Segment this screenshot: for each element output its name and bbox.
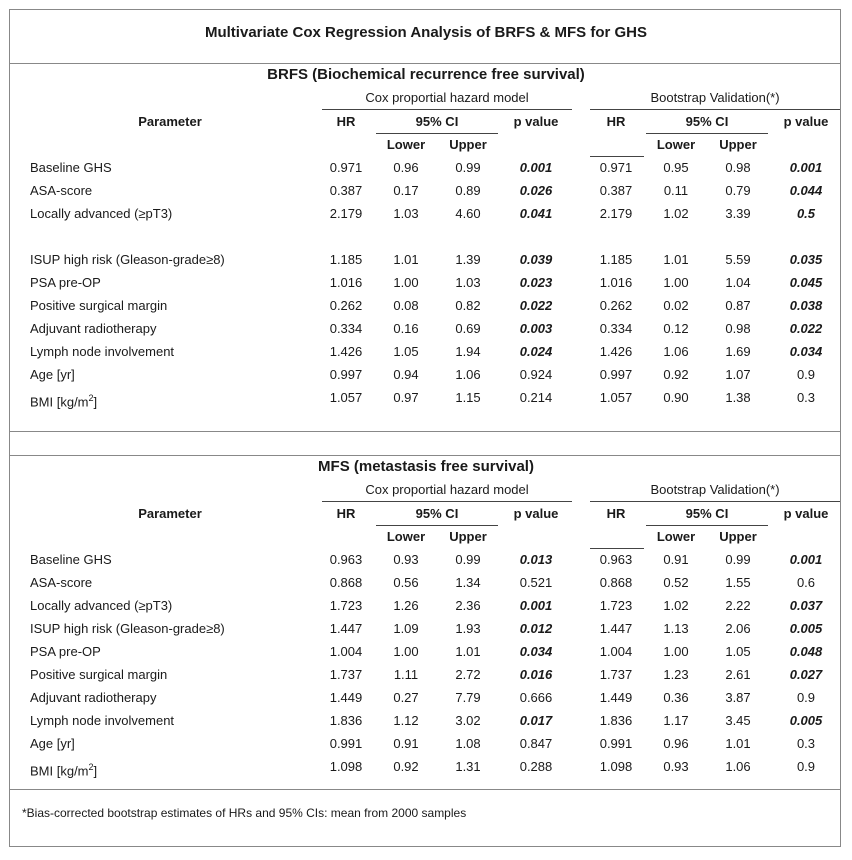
brfs-row-blower: 1.02: [663, 206, 689, 221]
brfs-row-bhr: 0.262: [599, 298, 633, 313]
mfs-row-upper: 2.36: [455, 598, 481, 613]
brfs-row-upper: 0.82: [455, 298, 481, 313]
mfs-bci-header: 95% CI: [685, 506, 729, 521]
mfs-bhr-header: HR: [606, 506, 626, 521]
brfs-row-lower: 0.16: [393, 321, 419, 336]
brfs-row-bhr: 0.334: [599, 321, 633, 336]
mfs-row-hr: 0.868: [329, 575, 363, 590]
brfs-row-upper: 1.39: [455, 252, 481, 267]
mfs-row-blower: 1.13: [663, 621, 689, 636]
brfs-bootstrap-underline: [590, 109, 840, 110]
brfs-p-header: p value: [513, 114, 559, 129]
mfs-row-blower: 0.96: [663, 736, 689, 751]
mfs-bp-header: p value: [783, 506, 829, 521]
mfs-row-bp: 0.005: [789, 713, 823, 728]
brfs-row-hr: 0.334: [329, 321, 363, 336]
footnote: *Bias-corrected bootstrap estimates of HRs and 95% CIs: mean from 2000 samples: [22, 806, 467, 820]
brfs-row-p: 0.039: [519, 252, 553, 267]
brfs-cox-underline: [322, 109, 572, 110]
mfs-row-p: 0.017: [519, 713, 553, 728]
mfs-row-bupper: 2.61: [725, 667, 751, 682]
mfs-row-lower: 0.93: [393, 552, 419, 567]
mfs-row-blower: 0.36: [663, 690, 689, 705]
mfs-row-lower: 0.91: [393, 736, 419, 751]
brfs-row-upper: 1.94: [455, 344, 481, 359]
mfs-row-parameter: BMI $[kg/m^2]$: [30, 762, 98, 779]
brfs-row-p: 0.001: [519, 160, 553, 175]
brfs-row-bhr: 1.426: [599, 344, 633, 359]
mfs-row-bp: 0.048: [789, 644, 823, 659]
brfs-row-bupper: 0.98: [725, 321, 751, 336]
brfs-row-parameter: Locally advanced (≥pT3): [30, 206, 173, 221]
mfs-row-lower: 0.27: [393, 690, 419, 705]
brfs-row-p: 0.003: [519, 321, 553, 336]
brfs-bhr-header: HR: [606, 114, 626, 129]
brfs-upper-header: Upper: [449, 137, 487, 152]
brfs-row-bp: 0.034: [789, 344, 823, 359]
mfs-row-hr: 1.098: [329, 759, 363, 774]
mfs-row-p: 0.001: [519, 598, 553, 613]
brfs-row-lower: 1.05: [393, 344, 419, 359]
brfs-row-hr: 0.971: [329, 160, 363, 175]
brfs-row-parameter: Baseline GHS: [30, 160, 112, 175]
mfs-row-blower: 0.52: [663, 575, 689, 590]
mfs-row-parameter: Baseline GHS: [30, 552, 112, 567]
mfs-row-lower: 1.11: [393, 667, 419, 682]
brfs-row-bupper: 0.87: [725, 298, 751, 313]
mfs-cox-underline: [322, 501, 572, 502]
mfs-row-p: 0.034: [519, 644, 553, 659]
brfs-row-lower: 0.17: [393, 183, 419, 198]
brfs-ci-header: 95% CI: [415, 114, 459, 129]
mfs-row-parameter: ASA-score: [30, 575, 93, 590]
mfs-row-p: 0.666: [519, 690, 553, 705]
mfs-row-blower: 1.00: [663, 644, 689, 659]
mfs-lower-header: Lower: [386, 529, 426, 544]
brfs-row-blower: 1.06: [663, 344, 689, 359]
brfs-row-upper: 4.60: [455, 206, 481, 221]
brfs-row-bupper: 1.04: [725, 275, 751, 290]
mfs-row-hr: 1.737: [329, 667, 363, 682]
brfs-row-p: 0.023: [519, 275, 553, 290]
brfs-row-parameter: PSA pre-OP: [30, 275, 101, 290]
brfs-row-parameter: Age [yr]: [30, 367, 75, 382]
brfs-lower-header: Lower: [386, 137, 426, 152]
brfs-row-bupper: 1.69: [725, 344, 751, 359]
mfs-row-blower: 0.91: [663, 552, 689, 567]
mfs-row-bhr: 1.836: [599, 713, 633, 728]
brfs-ci-underline: [376, 133, 498, 134]
mfs-row-upper: 1.08: [455, 736, 481, 751]
mfs-row-blower: 0.93: [663, 759, 689, 774]
mfs-row-p: 0.012: [519, 621, 553, 636]
mfs-row-blower: 1.17: [663, 713, 689, 728]
mfs-row-p: 0.847: [519, 736, 553, 751]
mfs-row-bp: 0.001: [789, 552, 823, 567]
mfs-row-bp: 0.037: [789, 598, 823, 613]
brfs-row-p: 0.041: [519, 206, 553, 221]
brfs-bhr-underline: [590, 156, 644, 157]
mfs-row-parameter: Adjuvant radiotherapy: [30, 690, 157, 705]
brfs-row-bhr: 1.185: [599, 252, 633, 267]
brfs-row-blower: 0.12: [663, 321, 689, 336]
mfs-row-upper: 1.34: [455, 575, 481, 590]
brfs-row-bp: 0.038: [789, 298, 823, 313]
mfs-row-blower: 1.02: [663, 598, 689, 613]
brfs-parameter-header: Parameter: [138, 114, 202, 129]
brfs-row-parameter: Adjuvant radiotherapy: [30, 321, 157, 336]
section-divider: [10, 455, 841, 456]
mfs-row-bupper: 3.45: [725, 713, 751, 728]
mfs-row-bp: 0.9: [796, 759, 816, 774]
mfs-row-p: 0.016: [519, 667, 553, 682]
mfs-row-blower: 1.23: [663, 667, 689, 682]
mfs-row-parameter: PSA pre-OP: [30, 644, 101, 659]
brfs-row-bupper: 1.07: [725, 367, 751, 382]
mfs-row-bupper: 1.55: [725, 575, 751, 590]
mfs-row-bp: 0.6: [796, 575, 816, 590]
brfs-row-bupper: 5.59: [725, 252, 751, 267]
mfs-row-bupper: 1.01: [725, 736, 751, 751]
brfs-row-hr: 1.426: [329, 344, 363, 359]
brfs-row-parameter: ISUP high risk (Gleason-grade≥8): [30, 252, 225, 267]
brfs-row-upper: 1.06: [455, 367, 481, 382]
title-divider: [10, 63, 841, 64]
brfs-row-bupper: 0.98: [725, 160, 751, 175]
brfs-row-upper: 0.69: [455, 321, 481, 336]
mfs-row-bhr: 1.447: [599, 621, 633, 636]
brfs-row-parameter: Positive surgical margin: [30, 298, 168, 313]
brfs-hr-header: HR: [336, 114, 356, 129]
brfs-row-hr: 0.997: [329, 367, 363, 382]
mfs-row-bhr: 0.963: [599, 552, 633, 567]
mfs-row-upper: 2.72: [455, 667, 481, 682]
mfs-ci-underline: [376, 525, 498, 526]
brfs-bupper-header: Upper: [719, 137, 757, 152]
mfs-bupper-header: Upper: [719, 529, 757, 544]
mfs-row-p: 0.521: [519, 575, 553, 590]
mfs-bci-underline: [646, 525, 768, 526]
mfs-row-lower: 1.00: [393, 644, 419, 659]
brfs-row-p: 0.024: [519, 344, 553, 359]
brfs-row-lower: 0.08: [393, 298, 419, 313]
mfs-row-bupper: 3.87: [725, 690, 751, 705]
brfs-row-hr: 1.016: [329, 275, 363, 290]
mfs-row-hr: 1.449: [329, 690, 363, 705]
brfs-row-hr: 1.185: [329, 252, 363, 267]
mfs-row-bhr: 1.723: [599, 598, 633, 613]
brfs-bci-header: 95% CI: [685, 114, 729, 129]
brfs-row-lower: 1.01: [393, 252, 419, 267]
brfs-row-upper: 1.03: [455, 275, 481, 290]
brfs-row-bupper: 0.79: [725, 183, 751, 198]
brfs-row-blower: 0.95: [663, 160, 689, 175]
brfs-row-lower: 0.96: [393, 160, 419, 175]
brfs-row-parameter: Lymph node involvement: [30, 344, 175, 359]
brfs-row-upper: 1.15: [455, 390, 481, 405]
brfs-row-bhr: 1.057: [599, 390, 633, 405]
mfs-row-bhr: 1.004: [599, 644, 633, 659]
mfs-bottom-divider: [10, 789, 841, 790]
brfs-bp-header: p value: [783, 114, 829, 129]
brfs-row-hr: 2.179: [329, 206, 363, 221]
brfs-row-bhr: 0.997: [599, 367, 633, 382]
brfs-row-bp: 0.9: [796, 367, 816, 382]
mfs-row-hr: 1.004: [329, 644, 363, 659]
mfs-row-lower: 1.26: [393, 598, 419, 613]
mfs-row-hr: 1.447: [329, 621, 363, 636]
mfs-row-bhr: 1.098: [599, 759, 633, 774]
mfs-row-hr: 0.991: [329, 736, 363, 751]
brfs-row-bp: 0.022: [789, 321, 823, 336]
mfs-row-hr: 1.836: [329, 713, 363, 728]
mfs-blower-header: Lower: [656, 529, 696, 544]
brfs-row-hr: 1.057: [329, 390, 363, 405]
mfs-row-bp: 0.027: [789, 667, 823, 682]
brfs-bootstrap-header: Bootstrap Validation(*): [650, 90, 780, 105]
brfs-row-bp: 0.045: [789, 275, 823, 290]
mfs-row-hr: 1.723: [329, 598, 363, 613]
mfs-row-p: 0.288: [519, 759, 553, 774]
brfs-row-upper: 0.89: [455, 183, 481, 198]
brfs-row-lower: 0.97: [393, 390, 419, 405]
mfs-row-bhr: 1.449: [599, 690, 633, 705]
brfs-row-blower: 1.00: [663, 275, 689, 290]
mfs-row-bp: 0.9: [796, 690, 816, 705]
mfs-ci-header: 95% CI: [415, 506, 459, 521]
brfs-row-bp: 0.001: [789, 160, 823, 175]
mfs-bhr-underline: [590, 548, 644, 549]
mfs-row-upper: 7.79: [455, 690, 481, 705]
brfs-row-p: 0.214: [519, 390, 553, 405]
mfs-row-bhr: 0.868: [599, 575, 633, 590]
mfs-row-bhr: 1.737: [599, 667, 633, 682]
mfs-row-parameter: Positive surgical margin: [30, 667, 168, 682]
brfs-cox-model-header: Cox proportial hazard model: [365, 90, 529, 105]
brfs-row-bp: 0.5: [796, 206, 816, 221]
brfs-section-title: BRFS (Biochemical recurrence free survival): [267, 66, 585, 83]
mfs-row-bupper: 1.06: [725, 759, 751, 774]
brfs-row-blower: 0.90: [663, 390, 689, 405]
mfs-row-lower: 1.12: [393, 713, 419, 728]
mfs-row-parameter: Lymph node involvement: [30, 713, 175, 728]
brfs-row-hr: 0.387: [329, 183, 363, 198]
brfs-row-parameter: BMI $[kg/m^2]$: [30, 393, 98, 410]
mfs-row-bp: 0.005: [789, 621, 823, 636]
mfs-p-header: p value: [513, 506, 559, 521]
brfs-row-blower: 0.02: [663, 298, 689, 313]
brfs-row-lower: 1.03: [393, 206, 419, 221]
table-title: Multivariate Cox Regression Analysis of BRFS & MFS for GHS: [204, 24, 648, 41]
mfs-row-parameter: Age [yr]: [30, 736, 75, 751]
brfs-row-bhr: 0.971: [599, 160, 633, 175]
brfs-row-p: 0.022: [519, 298, 553, 313]
brfs-blower-header: Lower: [656, 137, 696, 152]
mfs-row-bupper: 2.06: [725, 621, 751, 636]
mfs-row-lower: 0.56: [393, 575, 419, 590]
brfs-row-p: 0.924: [519, 367, 553, 382]
brfs-row-bhr: 0.387: [599, 183, 633, 198]
brfs-row-hr: 0.262: [329, 298, 363, 313]
brfs-row-bp: 0.3: [796, 390, 816, 405]
brfs-row-p: 0.026: [519, 183, 553, 198]
brfs-bci-underline: [646, 133, 768, 134]
brfs-row-upper: 0.99: [455, 160, 481, 175]
mfs-section-title: MFS (metastasis free survival): [318, 458, 534, 475]
mfs-row-upper: 1.93: [455, 621, 481, 636]
brfs-row-blower: 1.01: [663, 252, 689, 267]
mfs-row-lower: 1.09: [393, 621, 419, 636]
brfs-row-bp: 0.044: [789, 183, 823, 198]
brfs-row-bupper: 1.38: [725, 390, 751, 405]
mfs-row-bupper: 1.05: [725, 644, 751, 659]
brfs-row-bhr: 2.179: [599, 206, 633, 221]
brfs-row-bp: 0.035: [789, 252, 823, 267]
mfs-row-upper: 0.99: [455, 552, 481, 567]
mfs-bootstrap-header: Bootstrap Validation(*): [650, 482, 780, 497]
mfs-row-parameter: Locally advanced (≥pT3): [30, 598, 173, 613]
mfs-row-bhr: 0.991: [599, 736, 633, 751]
mfs-upper-header: Upper: [449, 529, 487, 544]
brfs-row-bupper: 3.39: [725, 206, 751, 221]
mfs-cox-model-header: Cox proportial hazard model: [365, 482, 529, 497]
brfs-row-lower: 1.00: [393, 275, 419, 290]
brfs-bottom-divider: [10, 431, 841, 432]
brfs-row-blower: 0.11: [663, 183, 689, 198]
mfs-row-bupper: 0.99: [725, 552, 751, 567]
brfs-row-blower: 0.92: [663, 367, 689, 382]
mfs-row-upper: 1.31: [455, 759, 481, 774]
mfs-row-p: 0.013: [519, 552, 553, 567]
mfs-bootstrap-underline: [590, 501, 840, 502]
mfs-row-hr: 0.963: [329, 552, 363, 567]
mfs-row-bp: 0.3: [796, 736, 816, 751]
brfs-row-lower: 0.94: [393, 367, 419, 382]
brfs-row-bhr: 1.016: [599, 275, 633, 290]
mfs-row-upper: 1.01: [455, 644, 481, 659]
mfs-hr-header: HR: [336, 506, 356, 521]
brfs-row-parameter: ASA-score: [30, 183, 93, 198]
mfs-row-parameter: ISUP high risk (Gleason-grade≥8): [30, 621, 225, 636]
mfs-row-bupper: 2.22: [725, 598, 751, 613]
mfs-row-lower: 0.92: [393, 759, 419, 774]
mfs-row-upper: 3.02: [455, 713, 481, 728]
mfs-parameter-header: Parameter: [138, 506, 202, 521]
